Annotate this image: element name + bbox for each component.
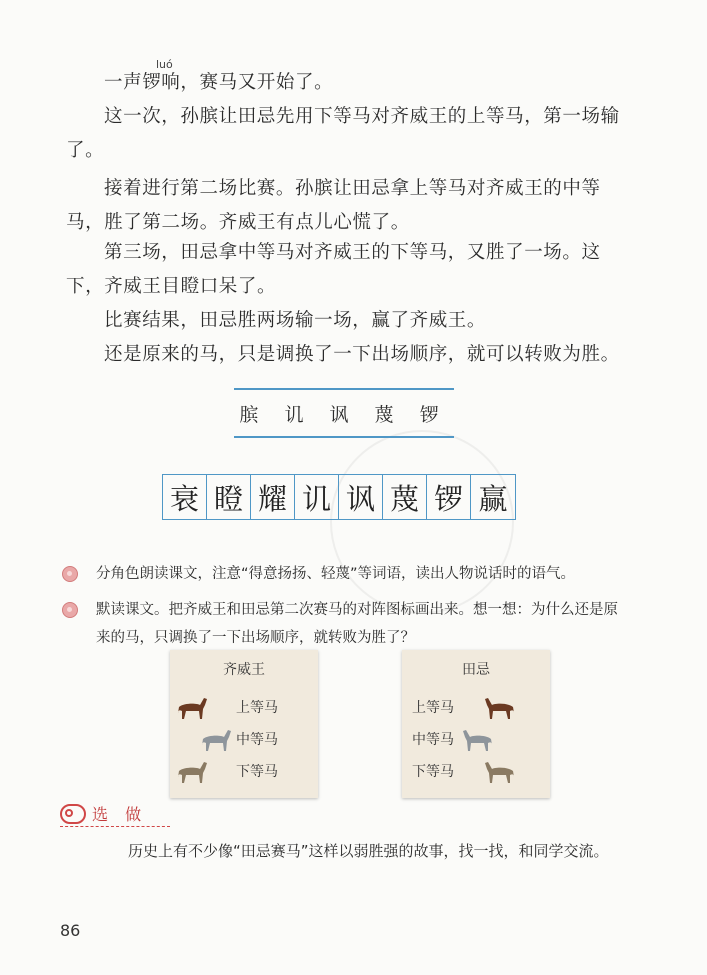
story-paragraph: 一声锣响，赛马又开始了。 bbox=[104, 72, 334, 93]
writing-char: 赢 bbox=[478, 481, 508, 516]
horse-dun-icon bbox=[176, 757, 210, 785]
exercise-1: 分角色朗读课文，注意“得意扬扬、轻蔑”等词语，读出人物说话时的语气。 bbox=[96, 566, 576, 582]
story-paragraph: 接着进行第二场比赛。孙膑让田忌拿上等马对齐威王的中等马，胜了第二场。齐威王有点儿心慌了。 bbox=[66, 178, 601, 233]
horse-label: 上等马 bbox=[412, 700, 454, 716]
horse-gray-icon bbox=[460, 725, 494, 753]
horse-card-tianji bbox=[402, 650, 550, 798]
writing-char: 耀 bbox=[251, 475, 295, 519]
writing-char: 讽 bbox=[339, 475, 383, 519]
card-title: 田忌 bbox=[462, 662, 490, 678]
exercise-2: 默读课文。把齐威王和田忌第二次赛马的对阵图标画出来。想一想：为什么还是原来的马，只调换了一下出场顺序，就转败为胜了？ bbox=[96, 602, 618, 646]
story-paragraph: 这一次，孙膑让田忌先用下等马对齐威王的上等马，第一场输了。 bbox=[66, 106, 620, 161]
horse-brown-icon bbox=[482, 693, 516, 721]
recognize-characters: 膑 讥 讽 蔑 锣 bbox=[239, 403, 449, 426]
writing-char: 衰 bbox=[163, 475, 207, 519]
card-title: 齐威王 bbox=[223, 662, 265, 678]
optional-divider bbox=[60, 826, 170, 827]
horse-row bbox=[176, 724, 278, 754]
optional-icon bbox=[60, 804, 86, 824]
story-paragraph: 比赛结果，田忌胜两场输一场，赢了齐威王。 bbox=[104, 310, 487, 331]
horse-label: 中等马 bbox=[412, 732, 454, 748]
pinyin-annotation: luó bbox=[156, 58, 173, 71]
horse-brown-icon bbox=[176, 693, 210, 721]
story-paragraph: 还是原来的马，只是调换了一下出场顺序，就可以转败为胜。 bbox=[104, 344, 620, 365]
horse-label: 下等马 bbox=[412, 764, 454, 780]
horse-gray-icon bbox=[200, 725, 234, 753]
writing-char: 讥 bbox=[295, 475, 339, 519]
horse-row bbox=[176, 692, 278, 722]
horse-row bbox=[412, 692, 516, 722]
story-paragraph: 第三场，田忌拿中等马对齐威王的下等马，又胜了一场。这下，齐威王目瞪口呆了。 bbox=[66, 242, 601, 297]
exercise-bullet-icon bbox=[62, 602, 78, 618]
writing-char: 瞪 bbox=[207, 475, 251, 519]
horse-card-king bbox=[170, 650, 318, 798]
horse-label: 下等马 bbox=[236, 764, 278, 780]
optional-text: 历史上有不少像“田忌赛马”这样以弱胜强的故事，找一找，和同学交流。 bbox=[128, 842, 609, 860]
horse-dun-icon bbox=[482, 757, 516, 785]
writing-char: 锣 bbox=[427, 475, 471, 519]
horse-label: 中等马 bbox=[236, 732, 278, 748]
exercise-bullet-icon bbox=[62, 566, 78, 582]
horse-label: 上等马 bbox=[236, 700, 278, 716]
horse-row bbox=[176, 756, 278, 786]
optional-label: 选 做 bbox=[92, 805, 148, 824]
page-number: 86 bbox=[60, 921, 81, 940]
writing-grid bbox=[162, 474, 516, 520]
recognize-characters-box bbox=[234, 388, 454, 438]
horse-row bbox=[412, 756, 516, 786]
optional-section-header bbox=[60, 802, 147, 825]
horse-row bbox=[412, 724, 494, 754]
writing-char: 蔑 bbox=[383, 475, 427, 519]
